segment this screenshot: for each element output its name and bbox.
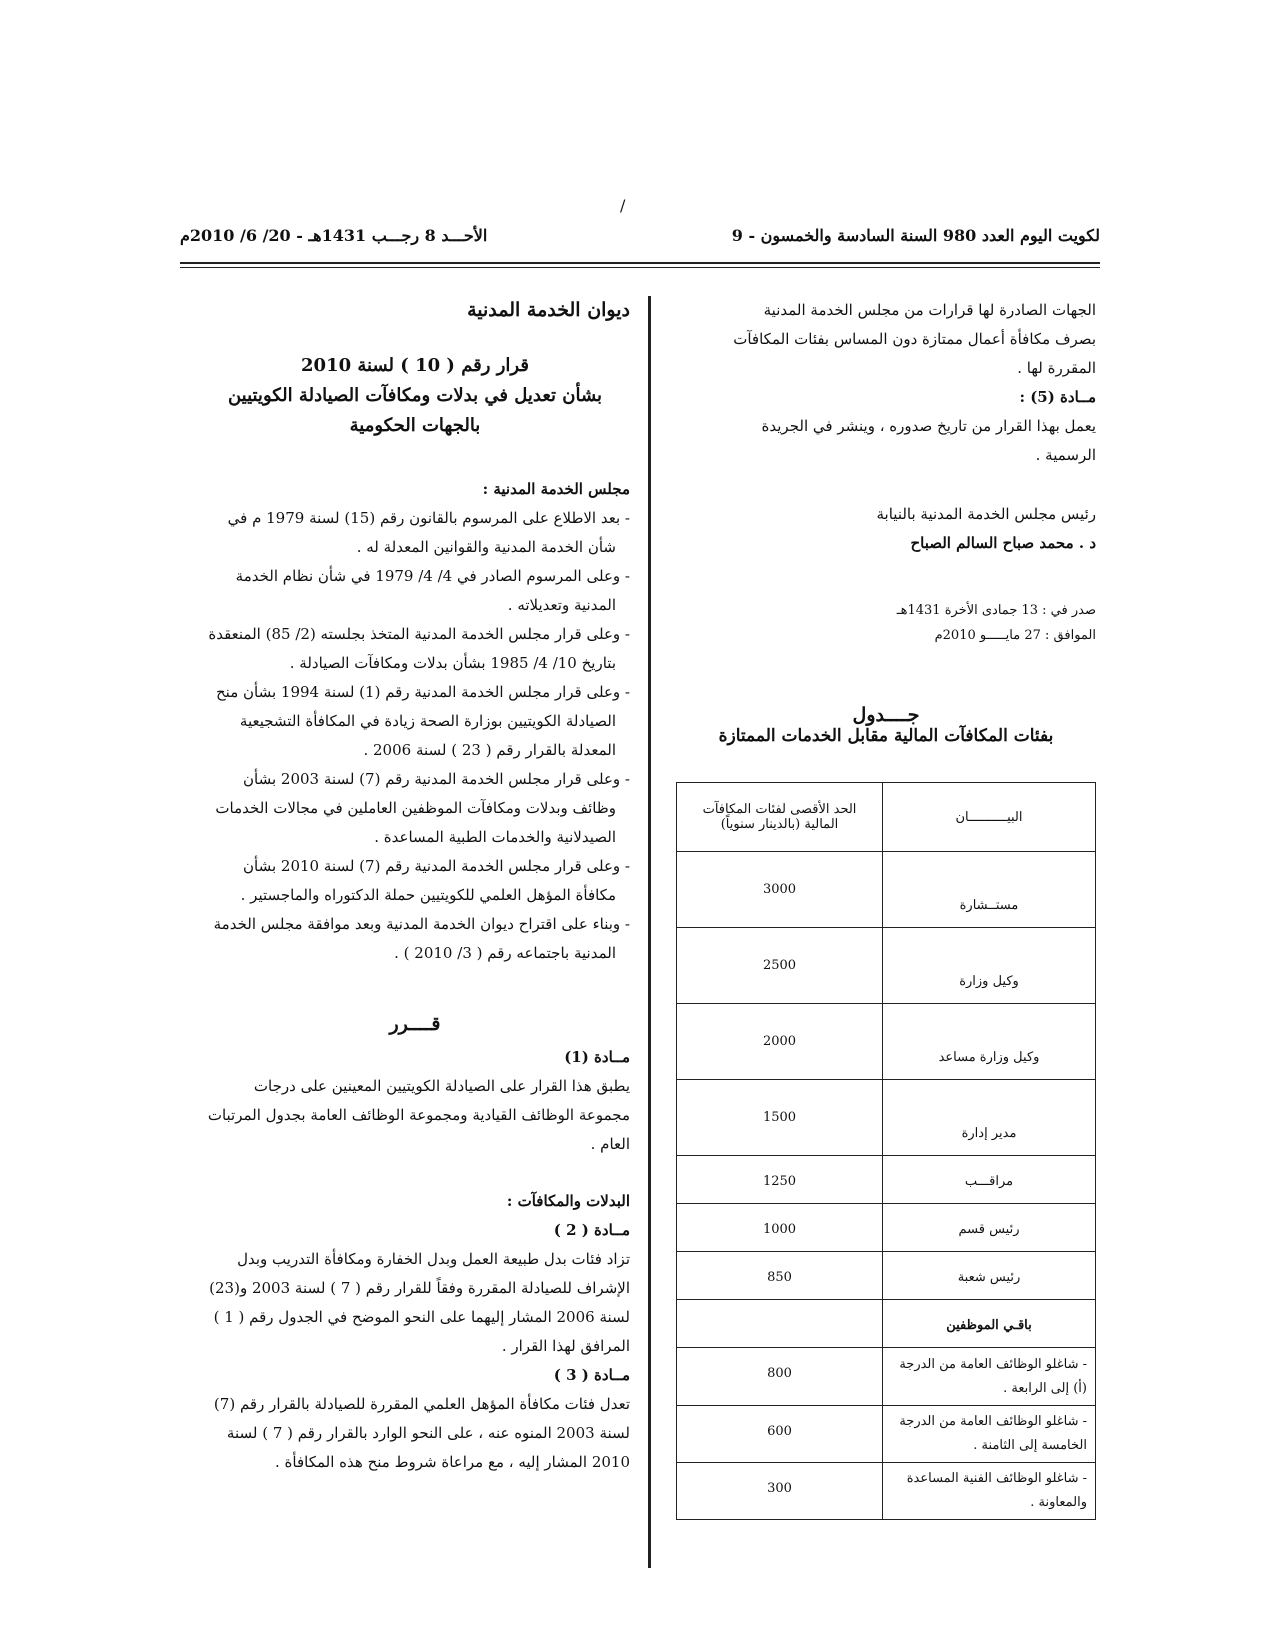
row-value: 3000	[677, 852, 883, 928]
table-title: جــــدول	[852, 704, 920, 726]
signature-block	[676, 500, 1096, 558]
table-subtitle: بفئات المكافآت المالية مقابل الخدمات الممتازة	[718, 726, 1054, 746]
preamble-item: - وعلى قرار مجلس الخدمة المدنية المتخذ بجلسته (2/ 85) المنعقدة بتاريخ 10/ 4/ 1985 بشأن بدلات ومكافآت الصيادلة .	[208, 625, 630, 672]
article-5-text: يعمل بهذا القرار من تاريخ صدوره ، وينشر في الجريدة	[761, 417, 1096, 435]
row-label: باقـي الموظفين	[883, 1300, 1096, 1348]
table-row	[677, 1080, 1096, 1156]
table-heading	[676, 704, 1096, 746]
table-header-row	[677, 783, 1096, 852]
row-value: 800	[677, 1348, 883, 1406]
row-value: 600	[677, 1406, 883, 1463]
decides-heading: قــــرر	[389, 1013, 441, 1035]
preamble-item: - وعلى قرار مجلس الخدمة المدنية رقم (7) لسنة 2003 بشأن وظائف وبدلات ومكافآت الموظفين العاملين في مجالات الخدمات الصيدلانية والخدمات الطبية المساعدة .	[215, 770, 630, 846]
table-row	[677, 1406, 1096, 1463]
table-row	[677, 928, 1096, 1004]
column-header-statement: البيــــــــــان	[883, 783, 1096, 852]
table-row	[677, 1300, 1096, 1348]
page-mark: /	[620, 196, 626, 215]
row-label: مستــشارة	[883, 852, 1096, 928]
table-row	[677, 1156, 1096, 1204]
article-5-text: الرسمية .	[1035, 446, 1096, 464]
header-rule-thin	[180, 267, 1100, 268]
table-row	[677, 1348, 1096, 1406]
decision-title-line: بالجهات الحكومية	[349, 415, 481, 436]
row-value: 850	[677, 1252, 883, 1300]
column-header-max: الحد الأقصى لفئات المكافآت المالية (بالدينار سنوياً)	[677, 783, 883, 852]
preamble-item: - بعد الاطلاع على المرسوم بالقانون رقم (15) لسنة 1979 م في شأن الخدمة المدنية والقوانين المعدلة له .	[227, 509, 630, 556]
table-row	[677, 1252, 1096, 1300]
department-heading: ديوان الخدمة المدنية	[467, 299, 630, 321]
decision-title-line: بشأن تعديل في بدلات ومكافآت الصيادلة الكويتيين	[227, 385, 603, 406]
preamble-item: - وعلى المرسوم الصادر في 4/ 4/ 1979 في شأن نظام الخدمة المدنية وتعديلاته .	[235, 567, 630, 614]
row-label: - شاغلو الوظائف العامة من الدرجة الخامسة إلى الثامنة .	[883, 1406, 1096, 1463]
row-value: 1500	[677, 1080, 883, 1156]
rewards-table	[676, 782, 1096, 1520]
row-value: 1250	[677, 1156, 883, 1204]
row-label: رئيس شعبة	[883, 1252, 1096, 1300]
row-label: مراقـــب	[883, 1156, 1096, 1204]
row-value: 300	[677, 1463, 883, 1520]
preamble-item: - وبناء على اقتراح ديوان الخدمة المدنية وبعد موافقة مجلس الخدمة المدنية باجتماعه رقم ( 3/ 2010 ) .	[213, 915, 630, 962]
table-row	[677, 852, 1096, 928]
signature-name: د . محمد صباح السالم الصباح	[910, 534, 1096, 552]
preamble-item: - وعلى قرار مجلس الخدمة المدنية رقم (1) لسنة 1994 بشأن منح الصيادلة الكويتيين بوزارة الصحة زيادة في المكافأة التشجيعية المعدلة بالقرار رقم ( 23 ) لسنة 2006 .	[216, 683, 630, 759]
row-value: 1000	[677, 1204, 883, 1252]
header-date: الأحـــد 8 رجـــب 1431هـ - 20/ 6/ 2010م	[180, 226, 488, 245]
row-label: وكيل وزارة	[883, 928, 1096, 1004]
table-row	[677, 1463, 1096, 1520]
continuation-line: الجهات الصادرة لها قرارات من مجلس الخدمة المدنية	[763, 301, 1096, 319]
article-2-heading: مــادة ( 2 )	[553, 1221, 630, 1239]
article-1-heading: مــادة (1)	[564, 1048, 630, 1066]
row-label: وكيل وزارة مساعد	[883, 1004, 1096, 1080]
signature-title: رئيس مجلس الخدمة المدنية بالنيابة	[876, 505, 1096, 523]
article-1-text: يطبق هذا القرار على الصيادلة الكويتيين المعينين على درجات مجموعة الوظائف القيادية ومجموعة الوظائف العامة بجدول المرتبات العام .	[207, 1077, 630, 1153]
issue-date-block	[676, 598, 1096, 648]
column-divider	[648, 296, 651, 1568]
row-label: - شاغلو الوظائف العامة من الدرجة (أ) إلى الرابعة .	[883, 1348, 1096, 1406]
row-label: مدير إدارة	[883, 1080, 1096, 1156]
article-3-heading: مــادة ( 3 )	[553, 1366, 630, 1384]
table-row	[677, 1204, 1096, 1252]
gazette-header	[180, 226, 1100, 256]
article-3-text: تعدل فئات مكافأة المؤهل العلمي المقررة للصيادلة بالقرار رقم (7) لسنة 2003 المنوه عنه ، على النحو الوارد بالقرار رقم ( 7 ) لسنة 2010 المشار إليه ، مع مراعاة شروط منح هذه المكافأة .	[213, 1395, 630, 1471]
continuation-column	[676, 296, 1096, 648]
header-issue-info: لكويت اليوم العدد 980 السنة السادسة والخمسون - 9	[731, 226, 1100, 245]
issue-date-gregorian: الموافق : 27 مايـــــو 2010م	[934, 628, 1096, 643]
header-rule-thick	[180, 262, 1100, 264]
decision-title-line: قرار رقم ( 10 ) لسنة 2010	[301, 355, 529, 376]
row-value: 2000	[677, 1004, 883, 1080]
article-2-text: تزاد فئات بدل طبيعة العمل وبدل الخفارة ومكافأة التدريب وبدل الإشراف للصيادلة المقررة وفقاً للقرار رقم ( 7 ) لسنة 2003 و(23) لسنة 2006 المشار إليهما على النحو الموضح في الجدول رقم ( 1 ) المرافق لهذا القرار .	[209, 1250, 630, 1355]
row-value: 2500	[677, 928, 883, 1004]
issue-date-hijri: صدر في : 13 جمادى الأخرة 1431هـ	[896, 603, 1096, 618]
preamble-item: - وعلى قرار مجلس الخدمة المدنية رقم (7) لسنة 2010 بشأن مكافأة المؤهل العلمي للكويتيين حملة الدكتوراه والماجستير .	[240, 857, 630, 904]
continuation-line: بصرف مكافأة أعمال ممتازة دون المساس بفئات المكافآت	[733, 330, 1096, 348]
continuation-line: المقررة لها .	[1017, 359, 1096, 377]
table-row	[677, 1004, 1096, 1080]
article-5-heading: مــادة (5) :	[1019, 388, 1096, 406]
row-label: - شاغلو الوظائف الفنية المساعدة والمعاونة .	[883, 1463, 1096, 1520]
row-label: رئيس قسم	[883, 1204, 1096, 1252]
decision-column	[200, 296, 630, 1477]
row-value	[677, 1300, 883, 1348]
spacer	[200, 1159, 630, 1187]
allowances-heading: البدلات والمكافآت :	[506, 1192, 630, 1210]
council-intro: مجلس الخدمة المدنية :	[482, 480, 630, 498]
